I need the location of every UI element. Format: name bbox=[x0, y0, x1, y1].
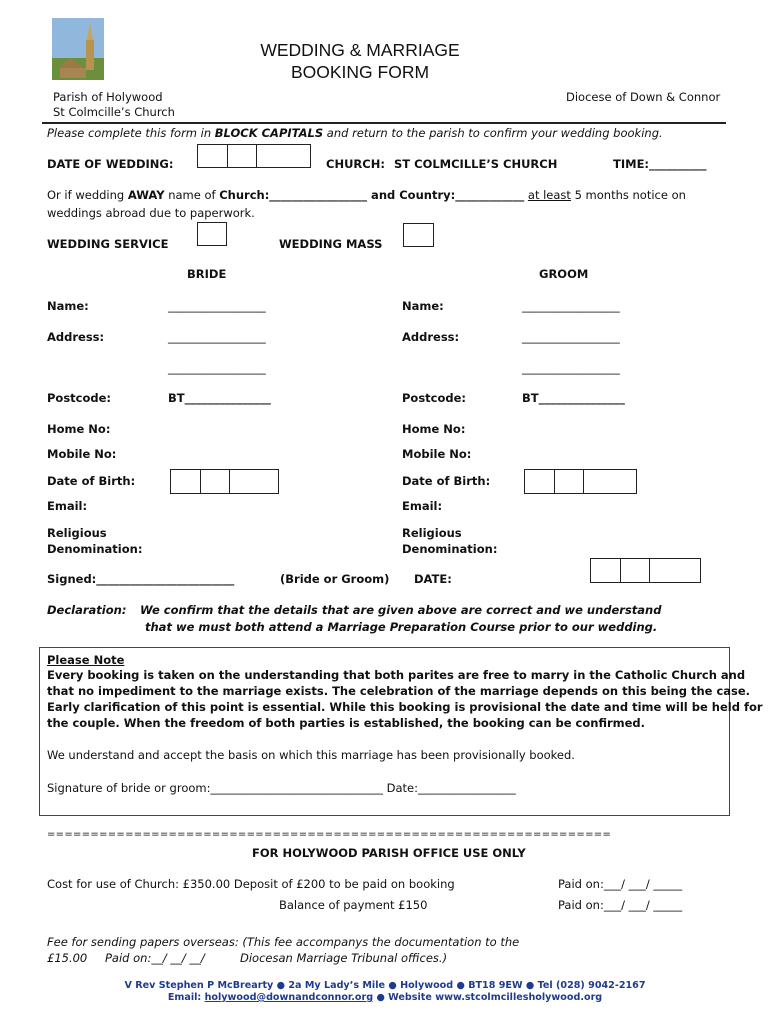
groom-mobile-label: Mobile No: bbox=[402, 447, 472, 461]
bride-address-field-2[interactable]: _________________ bbox=[168, 361, 266, 375]
office-paid-2[interactable]: Paid on:___/ ___/ _____ bbox=[558, 898, 683, 912]
bride-name-field[interactable]: _________________ bbox=[168, 299, 266, 313]
bride-religion-label-1: Religious bbox=[47, 526, 107, 540]
groom-address-label: Address: bbox=[402, 330, 460, 344]
parish-name: Parish of Holywood bbox=[53, 90, 163, 104]
church-logo bbox=[52, 18, 104, 80]
groom-name-label: Name: bbox=[402, 299, 444, 313]
declaration-line1: We confirm that the details that are given above are correct and we understand bbox=[140, 603, 662, 617]
bride-postcode-label: Postcode: bbox=[47, 391, 112, 405]
date-of-wedding-label: DATE OF WEDDING: bbox=[47, 157, 174, 171]
office-cost: Cost for use of Church: £350.00 Deposit of £200 to be paid on booking bbox=[47, 877, 455, 891]
header-divider bbox=[42, 122, 726, 124]
fee-line-1: Fee for sending papers overseas: (This fee accompanys the documentation to the bbox=[47, 935, 520, 949]
bride-or-groom-label: (Bride or Groom) bbox=[280, 572, 390, 586]
form-title-line2: BOOKING FORM bbox=[290, 62, 430, 82]
bride-address-label: Address: bbox=[47, 330, 105, 344]
fee-tribunal: Diocesan Marriage Tribunal offices.) bbox=[240, 951, 448, 965]
groom-name-field[interactable]: _________________ bbox=[522, 299, 620, 313]
groom-address-field-1[interactable]: _________________ bbox=[522, 330, 620, 344]
groom-postcode-label: Postcode: bbox=[402, 391, 467, 405]
groom-heading: GROOM bbox=[539, 267, 589, 281]
wedding-away-line: Or if wedding AWAY name of Church:_________________ and Country:____________ at least 5 months notice on bbox=[47, 188, 686, 202]
groom-home-label: Home No: bbox=[402, 422, 466, 436]
office-paid-1[interactable]: Paid on:___/ ___/ _____ bbox=[558, 877, 683, 891]
bride-email-label: Email: bbox=[47, 499, 88, 513]
groom-dob-label: Date of Birth: bbox=[402, 474, 491, 488]
groom-religion-label-2: Denomination: bbox=[402, 542, 498, 556]
wedding-mass-label: WEDDING MASS bbox=[279, 237, 383, 251]
instructions: Please complete this form in BLOCK CAPITALS and return to the parish to confirm your wedding booking. bbox=[47, 126, 663, 140]
footer-email-link[interactable]: holywood@downandconnor.org bbox=[204, 992, 374, 1003]
diocese-name: Diocese of Down & Connor bbox=[566, 90, 721, 104]
groom-postcode-field[interactable]: BT_______________ bbox=[522, 391, 625, 405]
bride-mobile-label: Mobile No: bbox=[47, 447, 117, 461]
groom-email-label: Email: bbox=[402, 499, 443, 513]
note-line-2: that no impediment to the marriage exists. The celebration of the marriage depends on this being the case. bbox=[47, 684, 751, 698]
wedding-date-boxes[interactable] bbox=[197, 144, 311, 168]
fee-amount: £15.00 bbox=[47, 951, 88, 965]
note-accept: We understand and accept the basis on which this marriage has been provisionally booked. bbox=[47, 748, 575, 762]
signed-field[interactable]: Signed:________________________ bbox=[47, 572, 235, 586]
declaration-line2: that we must both attend a Marriage Preparation Course prior to our wedding. bbox=[145, 620, 658, 634]
bride-postcode-field[interactable]: BT_______________ bbox=[168, 391, 271, 405]
bride-home-label: Home No: bbox=[47, 422, 111, 436]
note-signature-field[interactable]: Signature of bride or groom:______________________________ Date:_________________ bbox=[47, 781, 516, 795]
wedding-service-label: WEDDING SERVICE bbox=[47, 237, 169, 251]
bride-name-label: Name: bbox=[47, 299, 89, 313]
church-value: ST COLMCILLE’S CHURCH bbox=[394, 157, 558, 171]
office-balance: Balance of payment £150 bbox=[279, 898, 428, 912]
signed-date-boxes[interactable] bbox=[590, 558, 701, 583]
groom-address-field-2[interactable]: _________________ bbox=[522, 361, 620, 375]
form-title-line1: WEDDING & MARRIAGE bbox=[260, 40, 460, 60]
church-name: St Colmcille’s Church bbox=[53, 105, 175, 119]
note-line-3: Early clarification of this point is essential. While this booking is provisional the date and time will be held for bbox=[47, 700, 763, 714]
signed-date-label: DATE: bbox=[414, 572, 452, 586]
fee-paid-field[interactable]: Paid on:__/ __/ __/ bbox=[105, 951, 205, 965]
note-line-4: the couple. When the freedom of both parties is established, the booking can be confirmed. bbox=[47, 716, 646, 730]
bride-religion-label-2: Denomination: bbox=[47, 542, 143, 556]
bride-heading: BRIDE bbox=[187, 267, 227, 281]
footer-contact: Email: holywood@downandconnor.org ● Website www.stcolmcillesholywood.org bbox=[167, 992, 603, 1003]
office-heading: FOR HOLYWOOD PARISH OFFICE USE ONLY bbox=[252, 846, 526, 860]
footer-address: V Rev Stephen P McBrearty ● 2a My Lady’s Mile ● Holywood ● BT18 9EW ● Tel (028) 9042-2167 bbox=[124, 980, 646, 991]
please-note-heading: Please Note bbox=[47, 653, 125, 667]
wedding-away-line2: weddings abroad due to paperwork. bbox=[47, 206, 255, 220]
church-spire-icon bbox=[52, 18, 104, 80]
time-field[interactable]: TIME:__________ bbox=[613, 157, 707, 171]
bride-dob-boxes[interactable] bbox=[170, 469, 279, 494]
groom-religion-label-1: Religious bbox=[402, 526, 462, 540]
declaration-label: Declaration: bbox=[47, 603, 127, 617]
wedding-mass-checkbox[interactable] bbox=[403, 223, 434, 247]
wedding-service-checkbox[interactable] bbox=[197, 222, 227, 246]
note-line-1: Every booking is taken on the understanding that both parites are free to marry in the Catholic Church and bbox=[47, 668, 746, 682]
groom-dob-boxes[interactable] bbox=[524, 469, 637, 494]
office-divider: ================================================================= bbox=[47, 829, 612, 840]
bride-dob-label: Date of Birth: bbox=[47, 474, 136, 488]
church-label: CHURCH: bbox=[326, 157, 385, 171]
bride-address-field-1[interactable]: _________________ bbox=[168, 330, 266, 344]
